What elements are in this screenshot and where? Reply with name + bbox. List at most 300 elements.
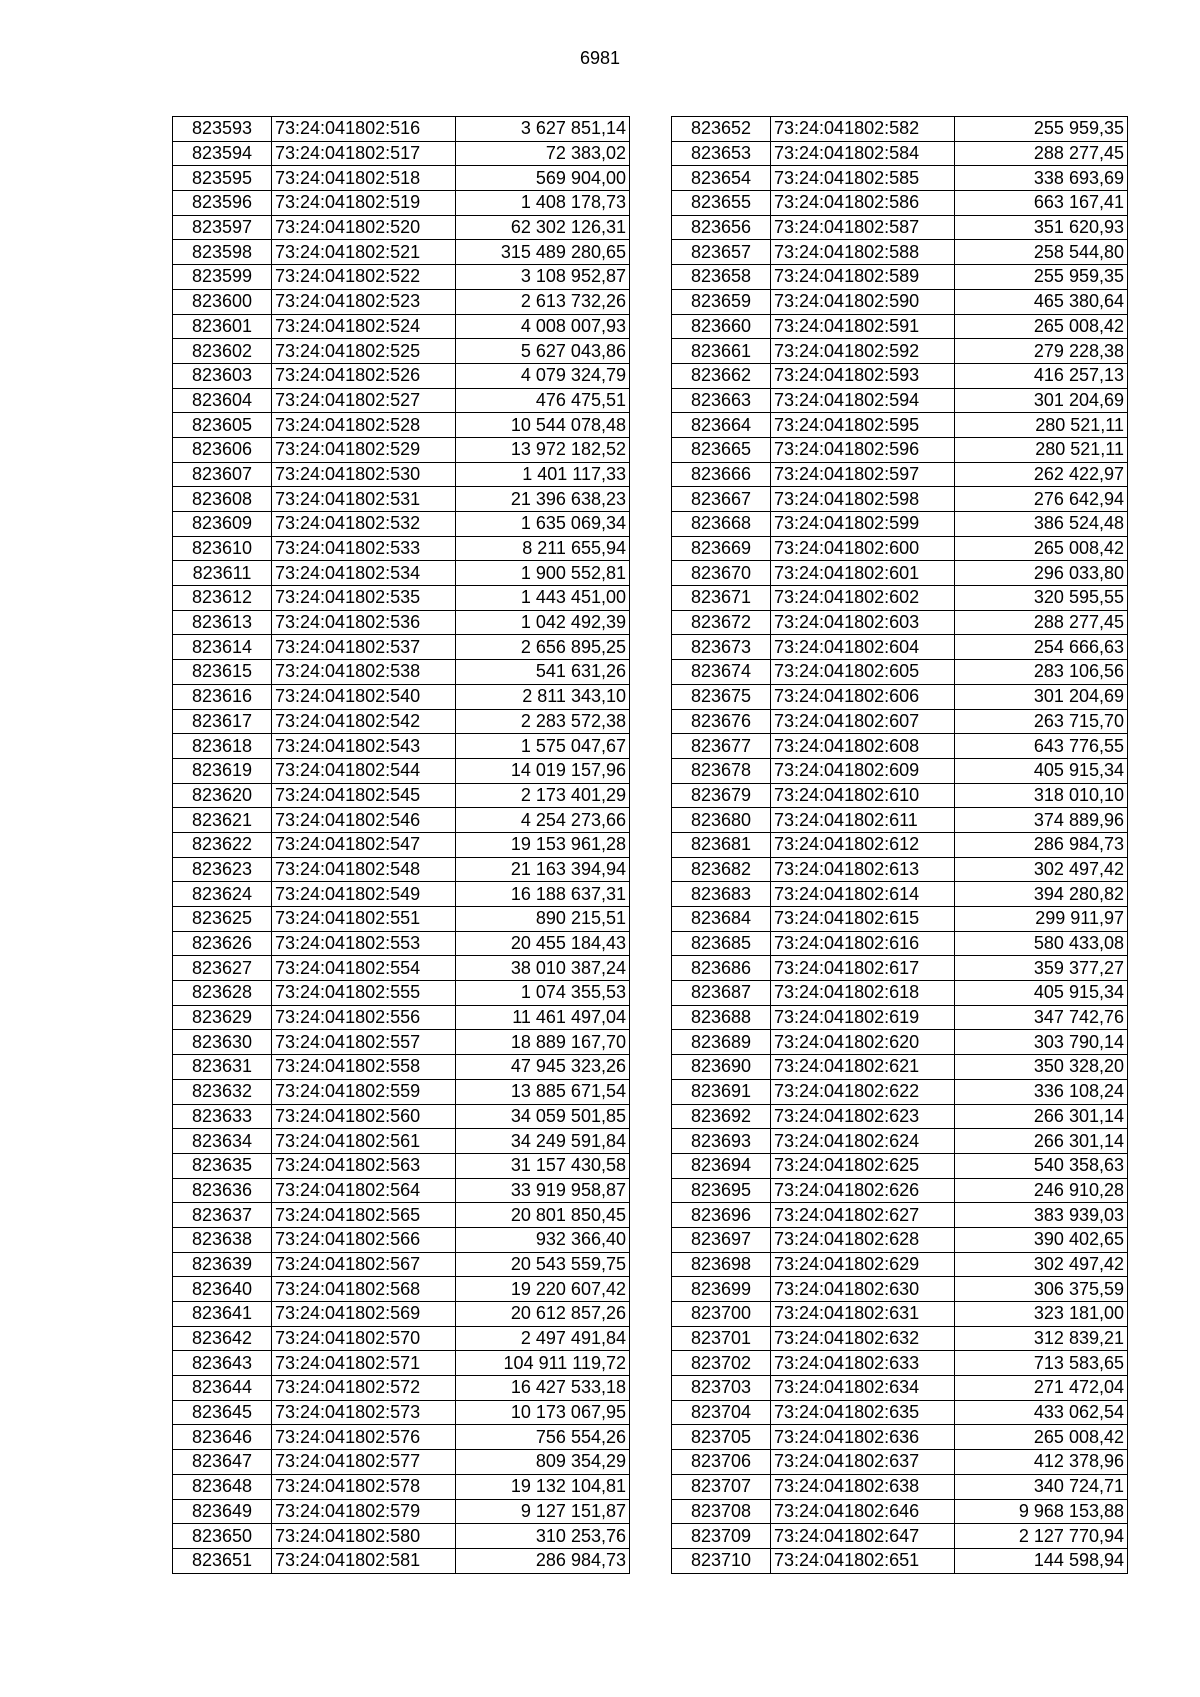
table-row: [173, 561, 630, 586]
record-number-cell: 823679: [672, 783, 771, 808]
cadastral-number-cell: 73:24:041802:603: [771, 610, 955, 635]
record-number-cell: 823631: [173, 1055, 272, 1080]
table-row: [173, 536, 630, 561]
record-number-cell: 823606: [173, 437, 272, 462]
record-number-cell: 823685: [672, 931, 771, 956]
record-number-cell: 823609: [173, 512, 272, 537]
cadastral-number-cell: 73:24:041802:559: [272, 1079, 456, 1104]
table-row: [173, 808, 630, 833]
cadastral-value-cell: 9 127 151,87: [456, 1499, 630, 1524]
cadastral-number-cell: 73:24:041802:600: [771, 536, 955, 561]
table-row: [173, 1376, 630, 1401]
cadastral-number-cell: 73:24:041802:560: [272, 1104, 456, 1129]
cadastral-number-cell: 73:24:041802:590: [771, 289, 955, 314]
table-row: [672, 1104, 1128, 1129]
record-number-cell: 823667: [672, 487, 771, 512]
cadastral-value-cell: 394 280,82: [955, 882, 1128, 907]
cadastral-value-cell: 34 059 501,85: [456, 1104, 630, 1129]
table-row: [672, 388, 1128, 413]
cadastral-number-cell: 73:24:041802:594: [771, 388, 955, 413]
cadastral-value-cell: 643 776,55: [955, 734, 1128, 759]
record-number-cell: 823605: [173, 413, 272, 438]
record-number-cell: 823621: [173, 808, 272, 833]
table-row: [173, 1400, 630, 1425]
cadastral-number-cell: 73:24:041802:546: [272, 808, 456, 833]
cadastral-number-cell: 73:24:041802:570: [272, 1326, 456, 1351]
table-row: [173, 783, 630, 808]
cadastral-number-cell: 73:24:041802:624: [771, 1129, 955, 1154]
cadastral-value-cell: 72 383,02: [456, 141, 630, 166]
cadastral-number-cell: 73:24:041802:566: [272, 1227, 456, 1252]
record-number-cell: 823662: [672, 363, 771, 388]
record-number-cell: 823594: [173, 141, 272, 166]
cadastral-number-cell: 73:24:041802:535: [272, 586, 456, 611]
cadastral-value-cell: 2 283 572,38: [456, 709, 630, 734]
table-row: [173, 512, 630, 537]
record-number-cell: 823664: [672, 413, 771, 438]
cadastral-value-cell: 265 008,42: [955, 536, 1128, 561]
table-row: [672, 166, 1128, 191]
record-number-cell: 823704: [672, 1400, 771, 1425]
cadastral-value-cell: 20 801 850,45: [456, 1203, 630, 1228]
cadastral-value-cell: 286 984,73: [955, 832, 1128, 857]
table-row: [173, 709, 630, 734]
record-number-cell: 823601: [173, 314, 272, 339]
registry-table-body: [173, 117, 630, 1574]
cadastral-value-cell: 263 715,70: [955, 709, 1128, 734]
cadastral-number-cell: 73:24:041802:597: [771, 462, 955, 487]
cadastral-value-cell: 280 521,11: [955, 413, 1128, 438]
cadastral-number-cell: 73:24:041802:611: [771, 808, 955, 833]
cadastral-value-cell: 405 915,34: [955, 758, 1128, 783]
record-number-cell: 823624: [173, 882, 272, 907]
cadastral-number-cell: 73:24:041802:592: [771, 339, 955, 364]
cadastral-number-cell: 73:24:041802:564: [272, 1178, 456, 1203]
record-number-cell: 823593: [173, 117, 272, 142]
record-number-cell: 823688: [672, 1005, 771, 1030]
table-row: [173, 1450, 630, 1475]
table-row: [173, 857, 630, 882]
cadastral-number-cell: 73:24:041802:637: [771, 1450, 955, 1475]
table-row: [672, 191, 1128, 216]
table-row: [173, 882, 630, 907]
cadastral-number-cell: 73:24:041802:638: [771, 1474, 955, 1499]
table-row: [672, 289, 1128, 314]
record-number-cell: 823611: [173, 561, 272, 586]
record-number-cell: 823709: [672, 1524, 771, 1549]
table-row: [173, 586, 630, 611]
table-row: [173, 265, 630, 290]
table-row: [672, 832, 1128, 857]
record-number-cell: 823680: [672, 808, 771, 833]
cadastral-number-cell: 73:24:041802:542: [272, 709, 456, 734]
record-number-cell: 823603: [173, 363, 272, 388]
table-row: [672, 1450, 1128, 1475]
cadastral-value-cell: 254 666,63: [955, 635, 1128, 660]
cadastral-number-cell: 73:24:041802:619: [771, 1005, 955, 1030]
cadastral-value-cell: 1 443 451,00: [456, 586, 630, 611]
cadastral-number-cell: 73:24:041802:647: [771, 1524, 955, 1549]
cadastral-value-cell: 271 472,04: [955, 1376, 1128, 1401]
table-row: [173, 437, 630, 462]
record-number-cell: 823639: [173, 1252, 272, 1277]
cadastral-value-cell: 932 366,40: [456, 1227, 630, 1252]
cadastral-value-cell: 258 544,80: [955, 240, 1128, 265]
record-number-cell: 823645: [173, 1400, 272, 1425]
cadastral-value-cell: 62 302 126,31: [456, 215, 630, 240]
cadastral-number-cell: 73:24:041802:615: [771, 907, 955, 932]
record-number-cell: 823632: [173, 1079, 272, 1104]
cadastral-number-cell: 73:24:041802:633: [771, 1351, 955, 1376]
cadastral-number-cell: 73:24:041802:617: [771, 956, 955, 981]
table-row: [173, 610, 630, 635]
cadastral-value-cell: 390 402,65: [955, 1227, 1128, 1252]
cadastral-number-cell: 73:24:041802:616: [771, 931, 955, 956]
cadastral-value-cell: 4 254 273,66: [456, 808, 630, 833]
cadastral-number-cell: 73:24:041802:569: [272, 1302, 456, 1327]
cadastral-value-cell: 21 163 394,94: [456, 857, 630, 882]
table-row: [672, 1474, 1128, 1499]
cadastral-value-cell: 19 132 104,81: [456, 1474, 630, 1499]
record-number-cell: 823644: [173, 1376, 272, 1401]
cadastral-value-cell: 38 010 387,24: [456, 956, 630, 981]
cadastral-number-cell: 73:24:041802:576: [272, 1425, 456, 1450]
table-row: [173, 462, 630, 487]
record-number-cell: 823628: [173, 981, 272, 1006]
cadastral-value-cell: 262 422,97: [955, 462, 1128, 487]
record-number-cell: 823595: [173, 166, 272, 191]
record-number-cell: 823636: [173, 1178, 272, 1203]
table-row: [672, 1524, 1128, 1549]
cadastral-value-cell: 338 693,69: [955, 166, 1128, 191]
cadastral-number-cell: 73:24:041802:635: [771, 1400, 955, 1425]
cadastral-value-cell: 283 106,56: [955, 660, 1128, 685]
record-number-cell: 823681: [672, 832, 771, 857]
cadastral-value-cell: 374 889,96: [955, 808, 1128, 833]
record-number-cell: 823600: [173, 289, 272, 314]
record-number-cell: 823682: [672, 857, 771, 882]
cadastral-number-cell: 73:24:041802:620: [771, 1030, 955, 1055]
cadastral-number-cell: 73:24:041802:565: [272, 1203, 456, 1228]
cadastral-value-cell: 2 497 491,84: [456, 1326, 630, 1351]
cadastral-number-cell: 73:24:041802:608: [771, 734, 955, 759]
cadastral-number-cell: 73:24:041802:571: [272, 1351, 456, 1376]
cadastral-value-cell: 351 620,93: [955, 215, 1128, 240]
cadastral-number-cell: 73:24:041802:613: [771, 857, 955, 882]
table-row: [173, 1178, 630, 1203]
cadastral-value-cell: 10 544 078,48: [456, 413, 630, 438]
cadastral-number-cell: 73:24:041802:602: [771, 586, 955, 611]
table-row: [672, 437, 1128, 462]
record-number-cell: 823596: [173, 191, 272, 216]
table-row: [672, 1178, 1128, 1203]
cadastral-number-cell: 73:24:041802:578: [272, 1474, 456, 1499]
table-row: [173, 388, 630, 413]
record-number-cell: 823678: [672, 758, 771, 783]
cadastral-number-cell: 73:24:041802:636: [771, 1425, 955, 1450]
cadastral-number-cell: 73:24:041802:538: [272, 660, 456, 685]
cadastral-value-cell: 465 380,64: [955, 289, 1128, 314]
table-row: [672, 363, 1128, 388]
cadastral-value-cell: 47 945 323,26: [456, 1055, 630, 1080]
record-number-cell: 823710: [672, 1548, 771, 1573]
cadastral-value-cell: 2 811 343,10: [456, 684, 630, 709]
table-row: [173, 660, 630, 685]
cadastral-number-cell: 73:24:041802:522: [272, 265, 456, 290]
table-row: [173, 1203, 630, 1228]
cadastral-number-cell: 73:24:041802:534: [272, 561, 456, 586]
record-number-cell: 823672: [672, 610, 771, 635]
cadastral-number-cell: 73:24:041802:586: [771, 191, 955, 216]
table-row: [173, 1351, 630, 1376]
cadastral-number-cell: 73:24:041802:558: [272, 1055, 456, 1080]
table-row: [672, 1203, 1128, 1228]
record-number-cell: 823635: [173, 1153, 272, 1178]
cadastral-value-cell: 1 042 492,39: [456, 610, 630, 635]
registry-table-left: [172, 116, 630, 1574]
record-number-cell: 823637: [173, 1203, 272, 1228]
table-row: [173, 1055, 630, 1080]
table-row: [173, 1005, 630, 1030]
cadastral-value-cell: 433 062,54: [955, 1400, 1128, 1425]
table-row: [672, 1400, 1128, 1425]
record-number-cell: 823651: [173, 1548, 272, 1573]
table-row: [173, 1474, 630, 1499]
record-number-cell: 823633: [173, 1104, 272, 1129]
cadastral-number-cell: 73:24:041802:551: [272, 907, 456, 932]
record-number-cell: 823615: [173, 660, 272, 685]
table-row: [173, 734, 630, 759]
cadastral-number-cell: 73:24:041802:622: [771, 1079, 955, 1104]
table-row: [173, 1548, 630, 1573]
record-number-cell: 823604: [173, 388, 272, 413]
table-row: [672, 215, 1128, 240]
table-row: [173, 117, 630, 142]
cadastral-number-cell: 73:24:041802:589: [771, 265, 955, 290]
record-number-cell: 823675: [672, 684, 771, 709]
record-number-cell: 823608: [173, 487, 272, 512]
table-row: [173, 832, 630, 857]
record-number-cell: 823659: [672, 289, 771, 314]
record-number-cell: 823629: [173, 1005, 272, 1030]
record-number-cell: 823707: [672, 1474, 771, 1499]
record-number-cell: 823618: [173, 734, 272, 759]
cadastral-number-cell: 73:24:041802:630: [771, 1277, 955, 1302]
table-row: [173, 931, 630, 956]
cadastral-value-cell: 288 277,45: [955, 141, 1128, 166]
cadastral-value-cell: 383 939,03: [955, 1203, 1128, 1228]
cadastral-value-cell: 21 396 638,23: [456, 487, 630, 512]
record-number-cell: 823602: [173, 339, 272, 364]
record-number-cell: 823661: [672, 339, 771, 364]
cadastral-number-cell: 73:24:041802:626: [771, 1178, 955, 1203]
table-row: [672, 314, 1128, 339]
cadastral-value-cell: 33 919 958,87: [456, 1178, 630, 1203]
record-number-cell: 823653: [672, 141, 771, 166]
table-row: [173, 1227, 630, 1252]
table-row: [173, 215, 630, 240]
cadastral-number-cell: 73:24:041802:557: [272, 1030, 456, 1055]
cadastral-number-cell: 73:24:041802:553: [272, 931, 456, 956]
cadastral-value-cell: 280 521,11: [955, 437, 1128, 462]
cadastral-number-cell: 73:24:041802:621: [771, 1055, 955, 1080]
record-number-cell: 823693: [672, 1129, 771, 1154]
table-row: [173, 166, 630, 191]
cadastral-number-cell: 73:24:041802:532: [272, 512, 456, 537]
cadastral-value-cell: 19 153 961,28: [456, 832, 630, 857]
cadastral-value-cell: 20 455 184,43: [456, 931, 630, 956]
cadastral-value-cell: 310 253,76: [456, 1524, 630, 1549]
cadastral-number-cell: 73:24:041802:555: [272, 981, 456, 1006]
cadastral-value-cell: 412 378,96: [955, 1450, 1128, 1475]
cadastral-number-cell: 73:24:041802:612: [771, 832, 955, 857]
cadastral-number-cell: 73:24:041802:629: [771, 1252, 955, 1277]
record-number-cell: 823663: [672, 388, 771, 413]
record-number-cell: 823630: [173, 1030, 272, 1055]
record-number-cell: 823650: [173, 1524, 272, 1549]
cadastral-number-cell: 73:24:041802:628: [771, 1227, 955, 1252]
record-number-cell: 823686: [672, 956, 771, 981]
table-row: [672, 907, 1128, 932]
cadastral-value-cell: 13 972 182,52: [456, 437, 630, 462]
cadastral-value-cell: 663 167,41: [955, 191, 1128, 216]
cadastral-number-cell: 73:24:041802:631: [771, 1302, 955, 1327]
cadastral-value-cell: 713 583,65: [955, 1351, 1128, 1376]
cadastral-value-cell: 276 642,94: [955, 487, 1128, 512]
cadastral-value-cell: 144 598,94: [955, 1548, 1128, 1573]
record-number-cell: 823616: [173, 684, 272, 709]
table-row: [672, 1376, 1128, 1401]
cadastral-number-cell: 73:24:041802:579: [272, 1499, 456, 1524]
cadastral-value-cell: 4 008 007,93: [456, 314, 630, 339]
cadastral-value-cell: 306 375,59: [955, 1277, 1128, 1302]
table-row: [672, 684, 1128, 709]
table-row: [173, 1252, 630, 1277]
cadastral-number-cell: 73:24:041802:614: [771, 882, 955, 907]
record-number-cell: 823614: [173, 635, 272, 660]
cadastral-number-cell: 73:24:041802:646: [771, 1499, 955, 1524]
table-row: [672, 1030, 1128, 1055]
record-number-cell: 823665: [672, 437, 771, 462]
cadastral-number-cell: 73:24:041802:587: [771, 215, 955, 240]
record-number-cell: 823703: [672, 1376, 771, 1401]
table-row: [672, 1277, 1128, 1302]
cadastral-value-cell: 303 790,14: [955, 1030, 1128, 1055]
record-number-cell: 823625: [173, 907, 272, 932]
cadastral-number-cell: 73:24:041802:537: [272, 635, 456, 660]
cadastral-number-cell: 73:24:041802:573: [272, 1400, 456, 1425]
record-number-cell: 823612: [173, 586, 272, 611]
table-row: [672, 586, 1128, 611]
cadastral-number-cell: 73:24:041802:577: [272, 1450, 456, 1475]
cadastral-value-cell: 301 204,69: [955, 684, 1128, 709]
record-number-cell: 823677: [672, 734, 771, 759]
cadastral-value-cell: 318 010,10: [955, 783, 1128, 808]
cadastral-value-cell: 3 627 851,14: [456, 117, 630, 142]
cadastral-number-cell: 73:24:041802:529: [272, 437, 456, 462]
page-number: 6981: [579, 48, 621, 68]
registry-table-right: [671, 116, 1128, 1574]
table-row: [173, 1104, 630, 1129]
record-number-cell: 823698: [672, 1252, 771, 1277]
cadastral-value-cell: 386 524,48: [955, 512, 1128, 537]
cadastral-value-cell: 2 127 770,94: [955, 1524, 1128, 1549]
cadastral-number-cell: 73:24:041802:632: [771, 1326, 955, 1351]
cadastral-number-cell: 73:24:041802:634: [771, 1376, 955, 1401]
cadastral-number-cell: 73:24:041802:545: [272, 783, 456, 808]
table-row: [672, 1055, 1128, 1080]
cadastral-value-cell: 580 433,08: [955, 931, 1128, 956]
cadastral-number-cell: 73:24:041802:548: [272, 857, 456, 882]
table-row: [672, 635, 1128, 660]
cadastral-number-cell: 73:24:041802:604: [771, 635, 955, 660]
table-row: [672, 857, 1128, 882]
record-number-cell: 823708: [672, 1499, 771, 1524]
table-row: [173, 1079, 630, 1104]
cadastral-value-cell: 2 656 895,25: [456, 635, 630, 660]
cadastral-value-cell: 323 181,00: [955, 1302, 1128, 1327]
cadastral-value-cell: 320 595,55: [955, 586, 1128, 611]
cadastral-value-cell: 336 108,24: [955, 1079, 1128, 1104]
cadastral-value-cell: 104 911 119,72: [456, 1351, 630, 1376]
table-row: [173, 635, 630, 660]
record-number-cell: 823655: [672, 191, 771, 216]
table-row: [672, 141, 1128, 166]
cadastral-value-cell: 2 173 401,29: [456, 783, 630, 808]
cadastral-number-cell: 73:24:041802:561: [272, 1129, 456, 1154]
cadastral-value-cell: 4 079 324,79: [456, 363, 630, 388]
record-number-cell: 823634: [173, 1129, 272, 1154]
cadastral-number-cell: 73:24:041802:596: [771, 437, 955, 462]
table-row: [173, 758, 630, 783]
cadastral-value-cell: 359 377,27: [955, 956, 1128, 981]
record-number-cell: 823699: [672, 1277, 771, 1302]
table-row: [672, 808, 1128, 833]
cadastral-number-cell: 73:24:041802:591: [771, 314, 955, 339]
record-number-cell: 823702: [672, 1351, 771, 1376]
cadastral-value-cell: 5 627 043,86: [456, 339, 630, 364]
record-number-cell: 823640: [173, 1277, 272, 1302]
record-number-cell: 823627: [173, 956, 272, 981]
record-number-cell: 823626: [173, 931, 272, 956]
cadastral-value-cell: 246 910,28: [955, 1178, 1128, 1203]
cadastral-value-cell: 266 301,14: [955, 1129, 1128, 1154]
record-number-cell: 823687: [672, 981, 771, 1006]
cadastral-value-cell: 541 631,26: [456, 660, 630, 685]
cadastral-number-cell: 73:24:041802:601: [771, 561, 955, 586]
cadastral-number-cell: 73:24:041802:588: [771, 240, 955, 265]
record-number-cell: 823597: [173, 215, 272, 240]
cadastral-number-cell: 73:24:041802:605: [771, 660, 955, 685]
cadastral-number-cell: 73:24:041802:627: [771, 1203, 955, 1228]
table-row: [173, 1326, 630, 1351]
cadastral-value-cell: 569 904,00: [456, 166, 630, 191]
cadastral-number-cell: 73:24:041802:517: [272, 141, 456, 166]
cadastral-value-cell: 1 074 355,53: [456, 981, 630, 1006]
cadastral-value-cell: 315 489 280,65: [456, 240, 630, 265]
table-row: [672, 487, 1128, 512]
table-row: [173, 1153, 630, 1178]
record-number-cell: 823689: [672, 1030, 771, 1055]
record-number-cell: 823676: [672, 709, 771, 734]
cadastral-number-cell: 73:24:041802:520: [272, 215, 456, 240]
record-number-cell: 823617: [173, 709, 272, 734]
table-row: [173, 191, 630, 216]
cadastral-value-cell: 1 635 069,34: [456, 512, 630, 537]
record-number-cell: 823668: [672, 512, 771, 537]
record-number-cell: 823646: [173, 1425, 272, 1450]
table-row: [672, 536, 1128, 561]
